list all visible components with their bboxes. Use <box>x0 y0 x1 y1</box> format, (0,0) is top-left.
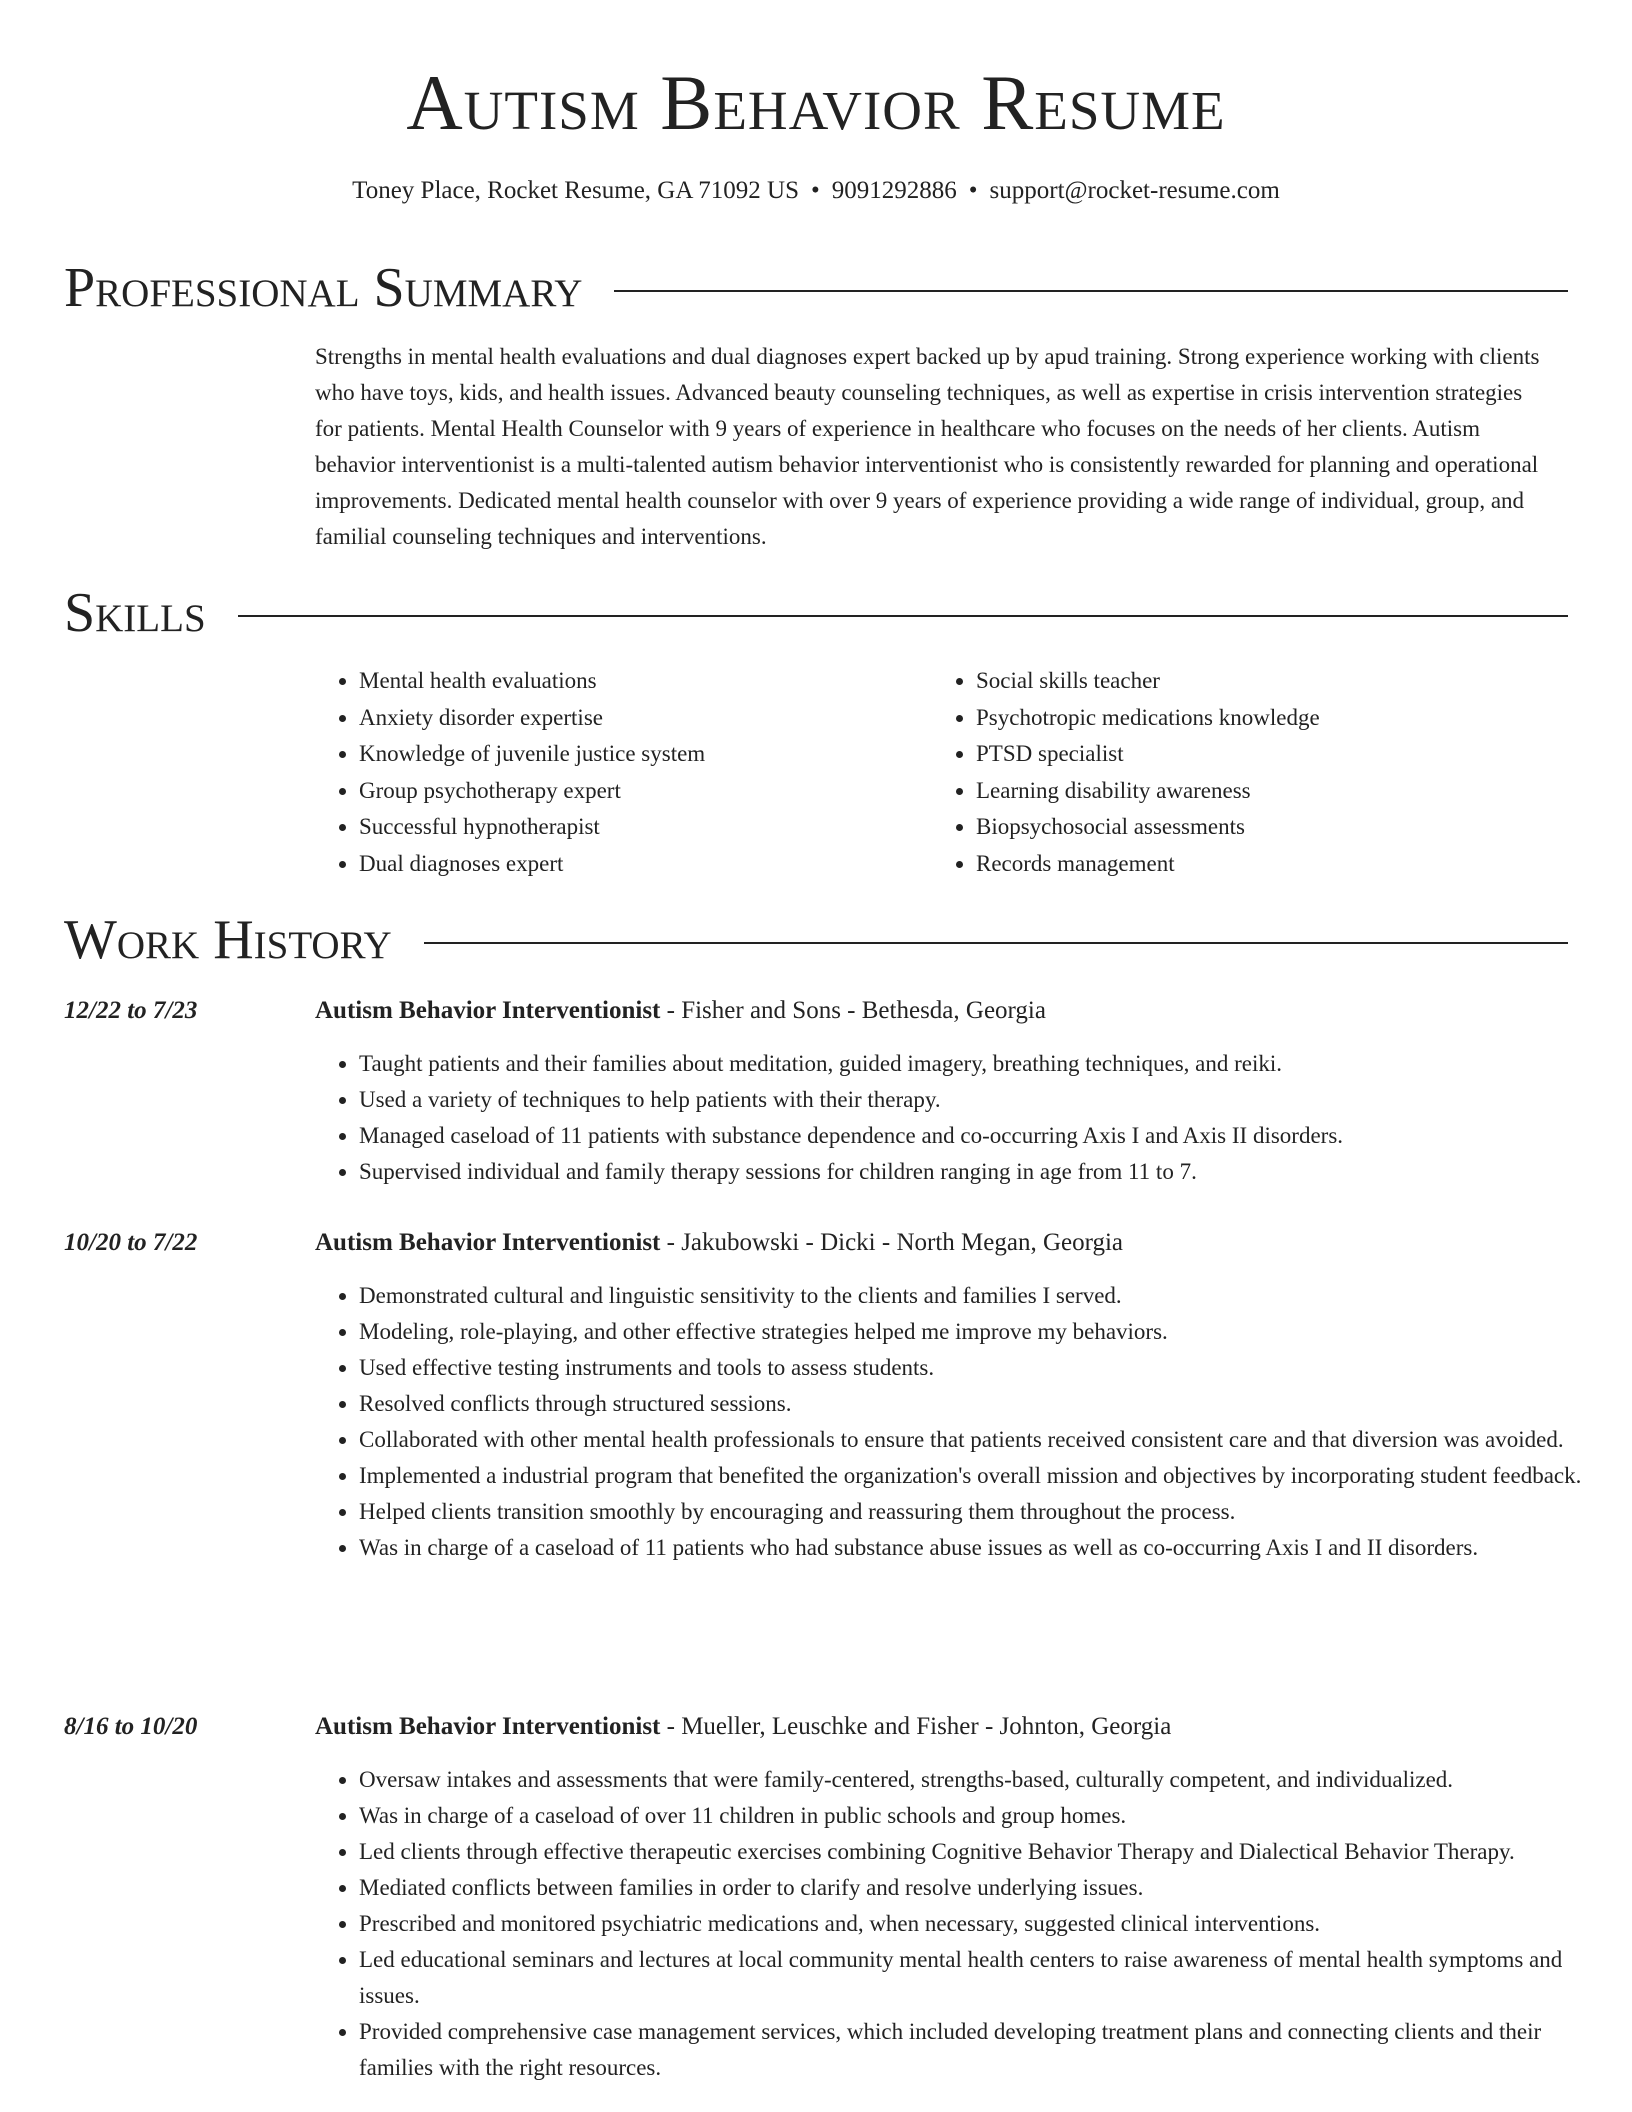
contact-separator: • <box>968 177 978 204</box>
job-bullet: • Collaborated with other mental health professionals to ensure that patients received consistent care and that diversion was avoided. <box>359 1422 1594 1458</box>
job-bullet: • Taught patients and their families about meditation, guided imagery, breathing techniques, and reiki. <box>359 1046 1594 1082</box>
job-bullets <box>315 1046 1594 1190</box>
contact-separator: • <box>810 177 820 204</box>
job-bullet: • Oversaw intakes and assessments that were family-centered, strengths-based, culturally competent, and individualized. <box>359 1762 1594 1798</box>
job-bullet: • Provided comprehensive case management services, which included developing treatment plans and connecting clients and their families with the right resources. <box>359 2014 1594 2086</box>
job-bullet: • Managed caseload of 11 patients with substance dependence and co-occurring Axis I and Axis II disorders. <box>359 1118 1594 1154</box>
job-bullet: • Was in charge of a caseload of over 11 children in public schools and group homes. <box>359 1798 1594 1834</box>
job-bullet: • Supervised individual and family therapy sessions for children ranging in age from 11 to 7. <box>359 1154 1594 1190</box>
skill-item: • Group psychotherapy expert <box>359 773 919 810</box>
skill-item: • Dual diagnoses expert <box>359 846 919 883</box>
resume-title: Autism Behavior Resume <box>406 59 1226 146</box>
work-section-header <box>64 910 1568 970</box>
skill-item: • Psychotropic medications knowledge <box>976 700 1576 737</box>
job-details: - Fisher and Sons - Bethesda, Georgia <box>660 997 1046 1024</box>
job-role: Autism Behavior Interventionist <box>315 1713 661 1740</box>
job-header <box>315 995 1046 1027</box>
skill-item: • Knowledge of juvenile justice system <box>359 736 919 773</box>
contact-phone: 9091292886 <box>831 177 957 204</box>
skill-item: • PTSD specialist <box>976 736 1576 773</box>
job-bullet: • Implemented a industrial program that benefited the organization's overall mission and objectives by incorporating student feedback. <box>359 1458 1594 1494</box>
job-bullet: • Used effective testing instruments and tools to assess students. <box>359 1350 1594 1386</box>
skills-list-left <box>315 663 919 882</box>
job-bullet: • Modeling, role-playing, and other effective strategies helped me improve my behaviors. <box>359 1314 1594 1350</box>
job-bullet: • Helped clients transition smoothly by encouraging and reassuring them throughout the process. <box>359 1494 1594 1530</box>
skill-item: • Biopsychosocial assessments <box>976 809 1576 846</box>
job-bullet: • Led clients through effective therapeutic exercises combining Cognitive Behavior Therapy and Dialectical Behavior Therapy. <box>359 1834 1594 1870</box>
job-details: - Mueller, Leuschke and Fisher - Johnton, Georgia <box>660 1713 1172 1740</box>
skills-list-right <box>932 663 1576 882</box>
skills-section-header <box>64 583 1568 643</box>
work-heading: Work History <box>64 909 392 971</box>
contact-line <box>0 176 1632 206</box>
job-bullet: • Led educational seminars and lectures at local community mental health centers to raise awareness of mental health symptoms and issues. <box>359 1942 1594 2014</box>
skill-item: • Anxiety disorder expertise <box>359 700 919 737</box>
skill-item: • Social skills teacher <box>976 663 1576 700</box>
job-header <box>315 1227 1123 1259</box>
job-bullet: • Prescribed and monitored psychiatric medications and, when necessary, suggested clinical interventions. <box>359 1906 1594 1942</box>
job-bullet: • Resolved conflicts through structured sessions. <box>359 1386 1594 1422</box>
job-dates: 12/22 to 7/23 <box>64 997 198 1024</box>
job-role: Autism Behavior Interventionist <box>315 997 661 1024</box>
section-divider <box>614 290 1568 292</box>
skills-heading: Skills <box>64 582 206 644</box>
skill-item: • Records management <box>976 846 1576 883</box>
contact-email: support@rocket-resume.com <box>989 177 1280 204</box>
contact-address: Toney Place, Rocket Resume, GA 71092 US <box>352 177 799 204</box>
job-dates: 8/16 to 10/20 <box>64 1713 198 1740</box>
skill-item: • Successful hypnotherapist <box>359 809 919 846</box>
job-bullet: • Used a variety of techniques to help patients with their therapy. <box>359 1082 1594 1118</box>
job-bullet: • Demonstrated cultural and linguistic sensitivity to the clients and families I served. <box>359 1278 1594 1314</box>
summary-section-header <box>64 258 1568 318</box>
job-details: - Jakubowski - Dicki - North Megan, Georgia <box>660 1229 1124 1256</box>
summary-text: Strengths in mental health evaluations and dual diagnoses expert backed up by apud training. Strong experience working with clients who have toys, kids, and health issues. Advanced beauty counseling techniques, as well as expertise in crisis intervention strategies for patients. Mental Health Counselor with 9 years of experience in healthcare who focuses on the needs of her clients. Autism behavior interventionist is a multi-talented autism behavior interventionist who is consistently rewarded for planning and operational improvements. Dedicated mental health counselor with over 9 years of experience providing a wide range of individual, group, and familial counseling techniques and interventions. <box>315 344 1540 549</box>
job-header <box>315 1711 1171 1743</box>
section-divider <box>424 942 1568 944</box>
section-divider <box>238 615 1568 617</box>
job-role: Autism Behavior Interventionist <box>315 1229 661 1256</box>
skill-item: • Mental health evaluations <box>359 663 919 700</box>
job-bullet: • Mediated conflicts between families in order to clarify and resolve underlying issues. <box>359 1870 1594 1906</box>
job-bullets <box>315 1762 1594 2086</box>
job-bullet: • Was in charge of a caseload of 11 patients who had substance abuse issues as well as co-occurring Axis I and II disorders. <box>359 1530 1594 1566</box>
summary-heading: Professional Summary <box>64 257 583 319</box>
job-dates: 10/20 to 7/22 <box>64 1229 198 1256</box>
skill-item: • Learning disability awareness <box>976 773 1576 810</box>
job-bullets <box>315 1278 1594 1566</box>
